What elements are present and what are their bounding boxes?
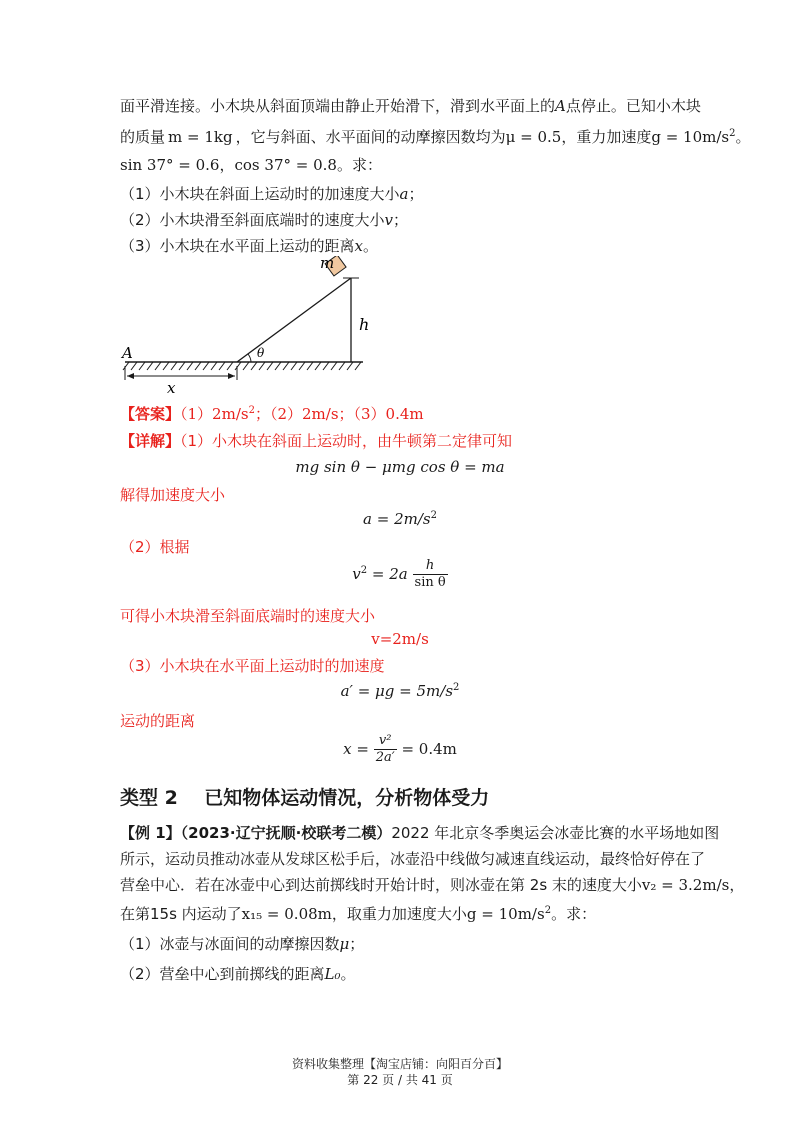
velocity-value: v₂ = 3.2m/s bbox=[641, 876, 730, 894]
label-theta: θ bbox=[257, 346, 265, 360]
question-3 bbox=[120, 235, 378, 256]
answer-line: 【答案】$(1)2m/s^2$；（2）2m/s；（3）0.4m bbox=[120, 405, 424, 423]
intro-text: ，它与斜面、水平面间的动摩擦因数均为 bbox=[235, 128, 506, 146]
intro-line-2: 的质量 m = 1kg ，它与斜面、水平面间的动摩擦因数均为μ = 0.5，重力加速度$g = 10m/s^2$。 bbox=[120, 128, 751, 146]
detail-tag: 【详解】 bbox=[120, 432, 181, 450]
example-text: 在第15s 内运动了 bbox=[120, 905, 242, 923]
detail-line-4: 可得小木块滑至斜面底端时的速度大小 bbox=[120, 607, 376, 625]
question-text: （1）冰壶与冰面间的动摩擦因数 bbox=[120, 935, 340, 953]
x-arrow-right bbox=[228, 373, 235, 379]
label-a: A bbox=[122, 344, 133, 362]
eq6-numerator: v² bbox=[374, 733, 397, 750]
detail-line-3: （2）根据 bbox=[120, 538, 190, 556]
label-m: m bbox=[320, 256, 335, 272]
gravity-value: g = 10m/s bbox=[651, 128, 730, 146]
equation-5-text: a′ = μg = 5m/s bbox=[340, 682, 454, 700]
intro-text: ，重力加速度 bbox=[561, 128, 652, 146]
eq3-mid: = 2a bbox=[367, 565, 408, 583]
cos-value: cos 37° = 0.8 bbox=[234, 156, 337, 174]
example-source: （2023·辽宁抚顺·校联考二模） bbox=[180, 824, 392, 842]
intro-text: 的质量 bbox=[120, 128, 166, 146]
eq6-denominator: 2a′ bbox=[375, 750, 395, 765]
equation-2: $a = 2m/s^2$ bbox=[363, 510, 437, 528]
label-x: x bbox=[167, 379, 176, 396]
eq6-fraction bbox=[374, 733, 397, 766]
question-text: （2）小木块滑至斜面底端时的速度大小 bbox=[120, 211, 385, 229]
question-1 bbox=[120, 183, 424, 204]
footer-source: 资料收集整理【淘宝店铺：向阳百分百】 bbox=[291, 1057, 508, 1071]
answer-text: （1）2m/s bbox=[180, 405, 249, 423]
eq3-denominator: sin θ bbox=[414, 575, 446, 590]
equation-1: mg sin θ − μmg cos θ = ma bbox=[295, 458, 505, 476]
eq6-left: x = bbox=[343, 740, 374, 758]
example-question-1 bbox=[120, 933, 364, 954]
x-arrow-left bbox=[127, 373, 134, 379]
answer-text: ；（2）2m/s；（3）0.4m bbox=[254, 405, 424, 423]
detail-line-6: 运动的距离 bbox=[120, 712, 196, 730]
footer-page-number: 第 22 页 / 共 41 页 bbox=[347, 1073, 453, 1087]
equation-6 bbox=[0, 733, 800, 766]
question-var: L₀ bbox=[324, 965, 341, 983]
example-tag: 【例 1】 bbox=[120, 824, 181, 842]
detail-line-5: （3）小木块在水平面上运动时的加速度 bbox=[120, 657, 385, 675]
example-text: ， bbox=[729, 876, 745, 894]
question-2 bbox=[120, 209, 408, 230]
mass-value: m = 1kg bbox=[168, 128, 233, 146]
example-question-2 bbox=[120, 963, 356, 984]
question-var: x bbox=[354, 237, 364, 255]
detail-line-2: 解得加速度大小 bbox=[120, 486, 226, 504]
intro-text: 点停止。已知小木块 bbox=[565, 97, 701, 115]
eq3-numerator: h bbox=[413, 558, 448, 575]
question-var: a bbox=[399, 185, 409, 203]
point-a-ref: A bbox=[555, 97, 566, 115]
comma: ， bbox=[219, 156, 235, 174]
example-line-2: 所示，运动员推动冰壶从发球区松手后，冰壶沿中线做匀减速直线运动，最终恰好停在了 bbox=[120, 850, 706, 868]
equation-5: $a' = \mu g = 5m/s^2$ bbox=[340, 682, 460, 700]
friction-value: μ = 0.5 bbox=[505, 128, 562, 146]
question-text: （1）小木块在斜面上运动时的加速度大小 bbox=[120, 185, 400, 203]
equation-4: v=2m/s bbox=[371, 630, 429, 648]
incline-line bbox=[237, 278, 351, 362]
ground-hatch bbox=[123, 362, 361, 370]
question-text: （3）小木块在水平面上运动的距离 bbox=[120, 237, 355, 255]
question-end: 。 bbox=[363, 237, 379, 255]
equation-2-text: a = 2m/s bbox=[363, 510, 431, 528]
question-end: ； bbox=[349, 935, 365, 953]
intro-line-3 bbox=[120, 154, 382, 175]
answer-tag: 【答案】 bbox=[120, 405, 181, 423]
incline-diagram bbox=[115, 256, 375, 396]
example-line-3 bbox=[120, 874, 744, 895]
intro-text: 面平滑连接。小木块从斜面顶端由静止开始滑下，滑到水平面上的 bbox=[120, 97, 556, 115]
question-end: ； bbox=[408, 185, 424, 203]
example-line-4: 在第15s 内运动了x₁₅ = 0.08m，取重力加速度大小$g = 10m/s^2$。求： bbox=[120, 905, 597, 923]
intro-text: 。 bbox=[735, 128, 751, 146]
intro-line-1 bbox=[120, 95, 701, 116]
equation-3: $v^2 = 2a$ $\frac{h}{\text{sin θ}}$ bbox=[352, 558, 446, 590]
detail-text: （1）小木块在斜面上运动时，由牛顿第二定律可知 bbox=[180, 432, 513, 450]
question-end: 。 bbox=[340, 965, 356, 983]
section-heading: 类型 2 已知物体运动情况，分析物体受力 bbox=[120, 787, 490, 809]
displacement-value: x₁₅ = 0.08m bbox=[241, 905, 332, 923]
eq6-right: = 0.4m bbox=[401, 740, 457, 758]
example-text: 2022 年北京冬季奥运会冰壶比赛的水平场地如图 bbox=[391, 824, 720, 842]
question-var: v bbox=[384, 211, 394, 229]
intro-text: 。求： bbox=[336, 156, 382, 174]
question-var: μ bbox=[339, 935, 350, 953]
example-text: 。求： bbox=[551, 905, 597, 923]
detail-line-1 bbox=[120, 430, 512, 451]
angle-arc bbox=[248, 354, 251, 362]
question-end: ； bbox=[393, 211, 409, 229]
label-h: h bbox=[359, 315, 370, 334]
example-line-1 bbox=[120, 822, 719, 843]
question-text: （2）营垒中心到前掷线的距离 bbox=[120, 965, 325, 983]
eq3-fraction bbox=[413, 558, 448, 591]
gravity-value: g = 10m/s bbox=[466, 905, 545, 923]
sin-value: sin 37° = 0.6 bbox=[120, 156, 220, 174]
example-text: 营垒中心．若在冰壶中心到达前掷线时开始计时，则冰壶在第 2s 末的速度大小 bbox=[120, 876, 642, 894]
eq3-v: v bbox=[352, 565, 361, 583]
example-text: ，取重力加速度大小 bbox=[331, 905, 467, 923]
